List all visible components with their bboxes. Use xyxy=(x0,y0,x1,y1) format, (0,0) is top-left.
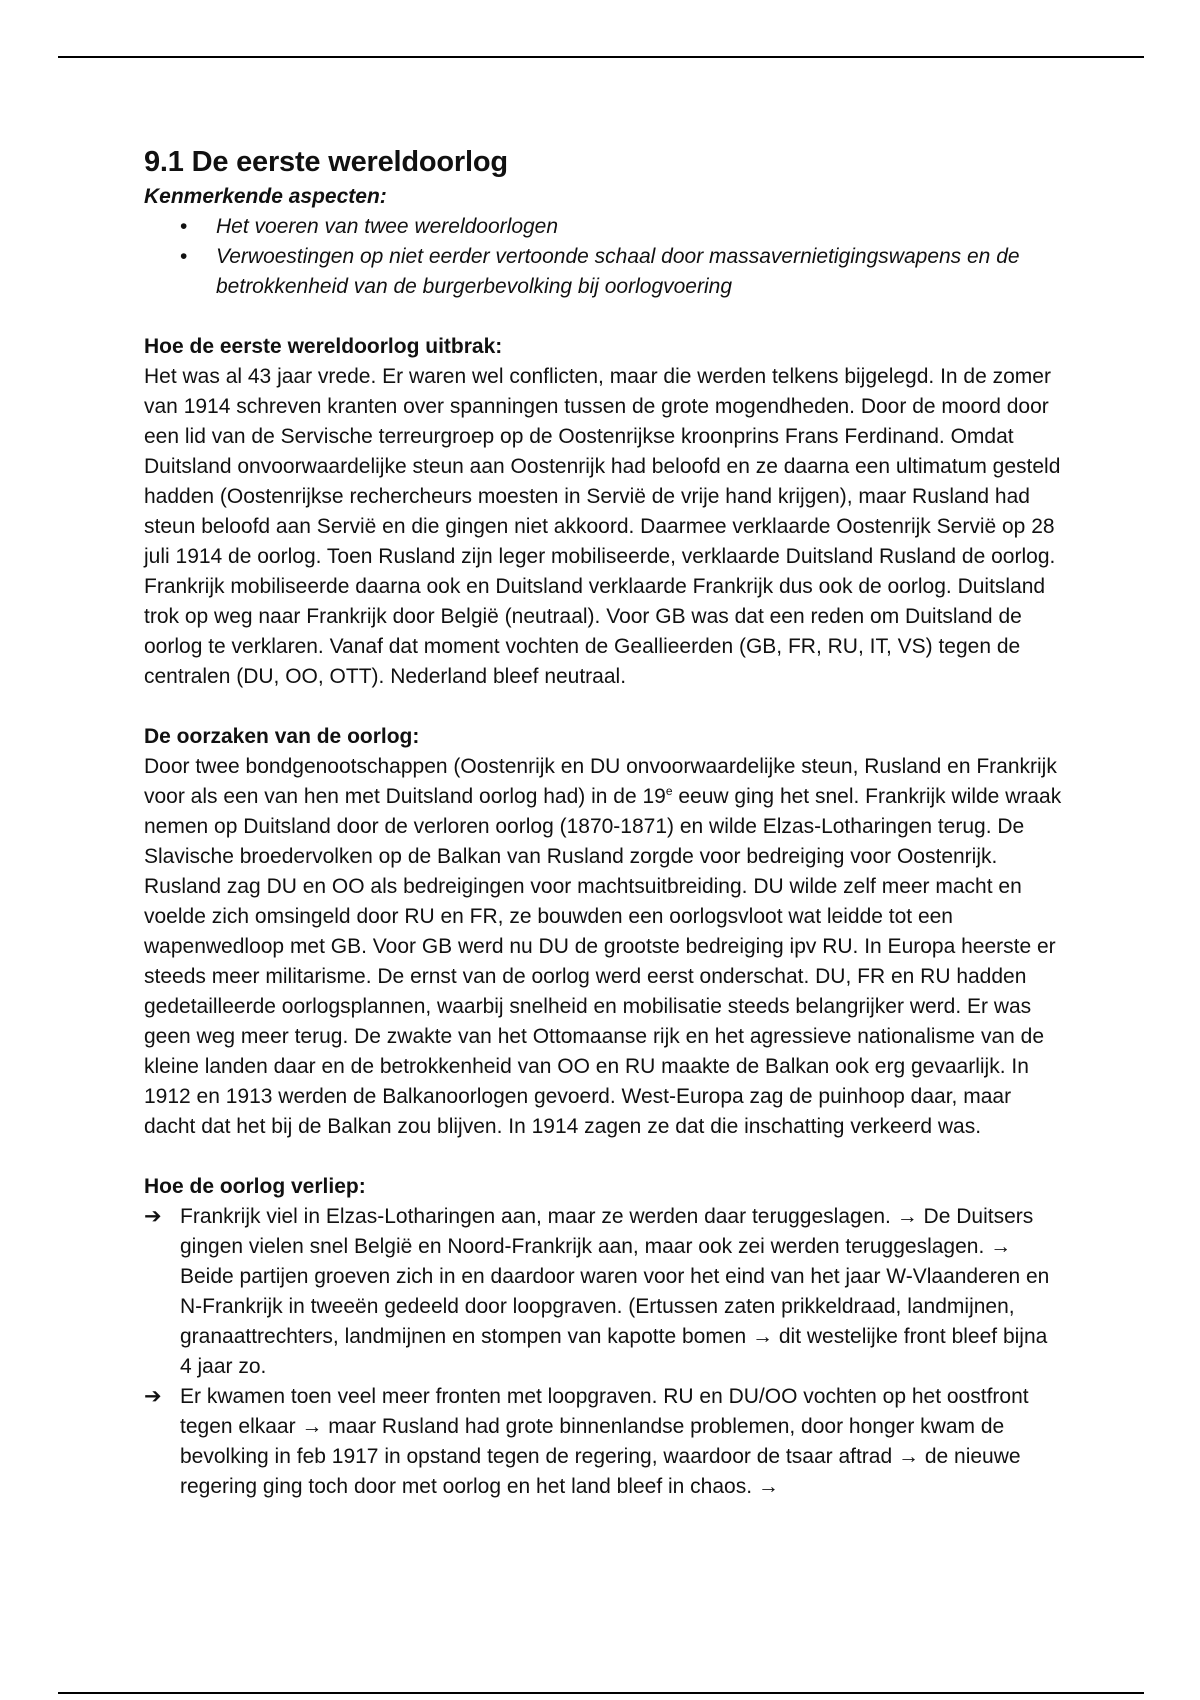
list-item: • Verwoestingen op niet eerder vertoonde schaal door massavernietigingswapens en de betrokkenheid van de burgerbevolking bij oorlogvoering xyxy=(144,242,1064,302)
list-item: ➔ Frankrijk viel in Elzas-Lotharingen aan, maar ze werden daar teruggeslagen. → De Duitsers gingen vielen snel België en Noord-Frankrijk aan, maar ook zei werden teruggeslagen. → Beide partijen groeven zich in en daardoor waren voor het eind van het jaar W-Vlaanderen en N-Frankrijk in tweeën gedeeld door loopgraven. (Ertussen zaten prikkeldraad, landmijnen, granaattrechters, landmijnen en stompen van kapotte bomen → dit westelijke front bleef bijna 4 jaar zo. xyxy=(144,1202,1064,1382)
document-body xyxy=(144,142,1064,1502)
list-item: ➔ Er kwamen toen veel meer fronten met loopgraven. RU en DU/OO vochten op het oostfront tegen elkaar → maar Rusland had grote binnenlandse problemen, door honger kwam de bevolking in feb 1917 in opstand tegen de regering, waardoor de tsaar aftrad → de nieuwe regering ging toch door met oorlog en het land bleef in chaos. → xyxy=(144,1382,1064,1502)
section-verliep xyxy=(144,1172,1064,1502)
section-heading: Hoe de eerste wereldoorlog uitbrak: xyxy=(144,335,503,358)
header-rule xyxy=(58,56,1144,58)
section-heading: Hoe de oorlog verliep: xyxy=(144,1175,366,1198)
bullet-icon: • xyxy=(180,245,188,268)
bullet-icon: • xyxy=(180,215,188,238)
arrow-bullet-icon: ➔ xyxy=(144,1385,162,1408)
footer-rule xyxy=(58,1692,1144,1694)
arrow-bullet-icon: ➔ xyxy=(144,1205,162,1228)
superscript: e xyxy=(665,784,673,798)
kenmerkend-list xyxy=(144,212,1064,302)
verliep-list xyxy=(144,1202,1064,1502)
section-paragraph: Het was al 43 jaar vrede. Er waren wel conflicten, maar die werden telkens bijgelegd. In de zomer van 1914 schreven kranten over spanningen tussen de grote mogendheden. Door de moord door een lid van de Servische terreurgroep op de Oostenrijkse kroonprins Frans Ferdinand. Omdat Duitsland onvoorwaardelijke steun aan Oostenrijk had beloofd en ze daarna een ultimatum gesteld hadden (Oostenrijkse rechercheurs moesten in Servië de vrije hand krijgen), maar Rusland had steun beloofd aan Servië en die gingen niet akkoord. Daarmee verklaarde Oostenrijk Servië op 28 juli 1914 de oorlog. Toen Rusland zijn leger mobiliseerde, verklaarde Duitsland Rusland de oorlog. Frankrijk mobiliseerde daarna ook en Duitsland verklaarde Frankrijk dus ook de oorlog. Duitsland trok op weg naar Frankrijk door België (neutraal). Voor GB was dat een reden om Duitsland de oorlog te verklaren. Vanaf dat moment vochten de Geallieerden (GB, FR, RU, IT, VS) tegen de centralen (DU, OO, OTT). Nederland bleef neutraal. xyxy=(144,365,1061,688)
section-uitbrak xyxy=(144,332,1064,692)
kenmerkend-label: Kenmerkende aspecten: xyxy=(144,185,387,208)
page-title: 9.1 De eerste wereldoorlog xyxy=(144,146,508,178)
section-oorzaken xyxy=(144,722,1064,1142)
section-paragraph: Door twee bondgenootschappen (Oostenrijk en DU onvoorwaardelijke steun, Rusland en Frankrijk voor als een van hen met Duitsland oorlog had) in de 19e eeuw ging het snel. Frankrijk wilde wraak nemen op Duitsland door de verloren oorlog (1870-1871) en wilde Elzas-Lotharingen terug. De Slavische broedervolken op de Balkan van Rusland zorgde voor bedreiging voor Oostenrijk. Rusland zag DU en OO als bedreigingen voor machtsuitbreiding. DU wilde zelf meer macht en voelde zich omsingeld door RU en FR, ze bouwden een oorlogsvloot wat leidde tot een wapenwedloop met GB. Voor GB werd nu DU de grootste bedreiging ipv RU. In Europa heerste er steeds meer militarisme. De ernst van de oorlog werd eerst onderschat. DU, FR en RU hadden gedetailleerde oorlogsplannen, waarbij snelheid en mobilisatie steeds belangrijker werd. Er was geen weg meer terug. De zwakte van het Ottomaanse rijk en het agressieve nationalisme van de kleine landen daar en de betrokkenheid van OO en RU maakte de Balkan ook erg gevaarlijk. In 1912 en 1913 werden de Balkanoorlogen gevoerd. West-Europa zag de puinhoop daar, maar dacht dat het bij de Balkan zou blijven. In 1914 zagen ze dat die inschatting verkeerd was. xyxy=(144,755,1062,1138)
list-item: • Het voeren van twee wereldoorlogen xyxy=(144,212,1064,242)
section-heading: De oorzaken van de oorlog: xyxy=(144,725,420,748)
